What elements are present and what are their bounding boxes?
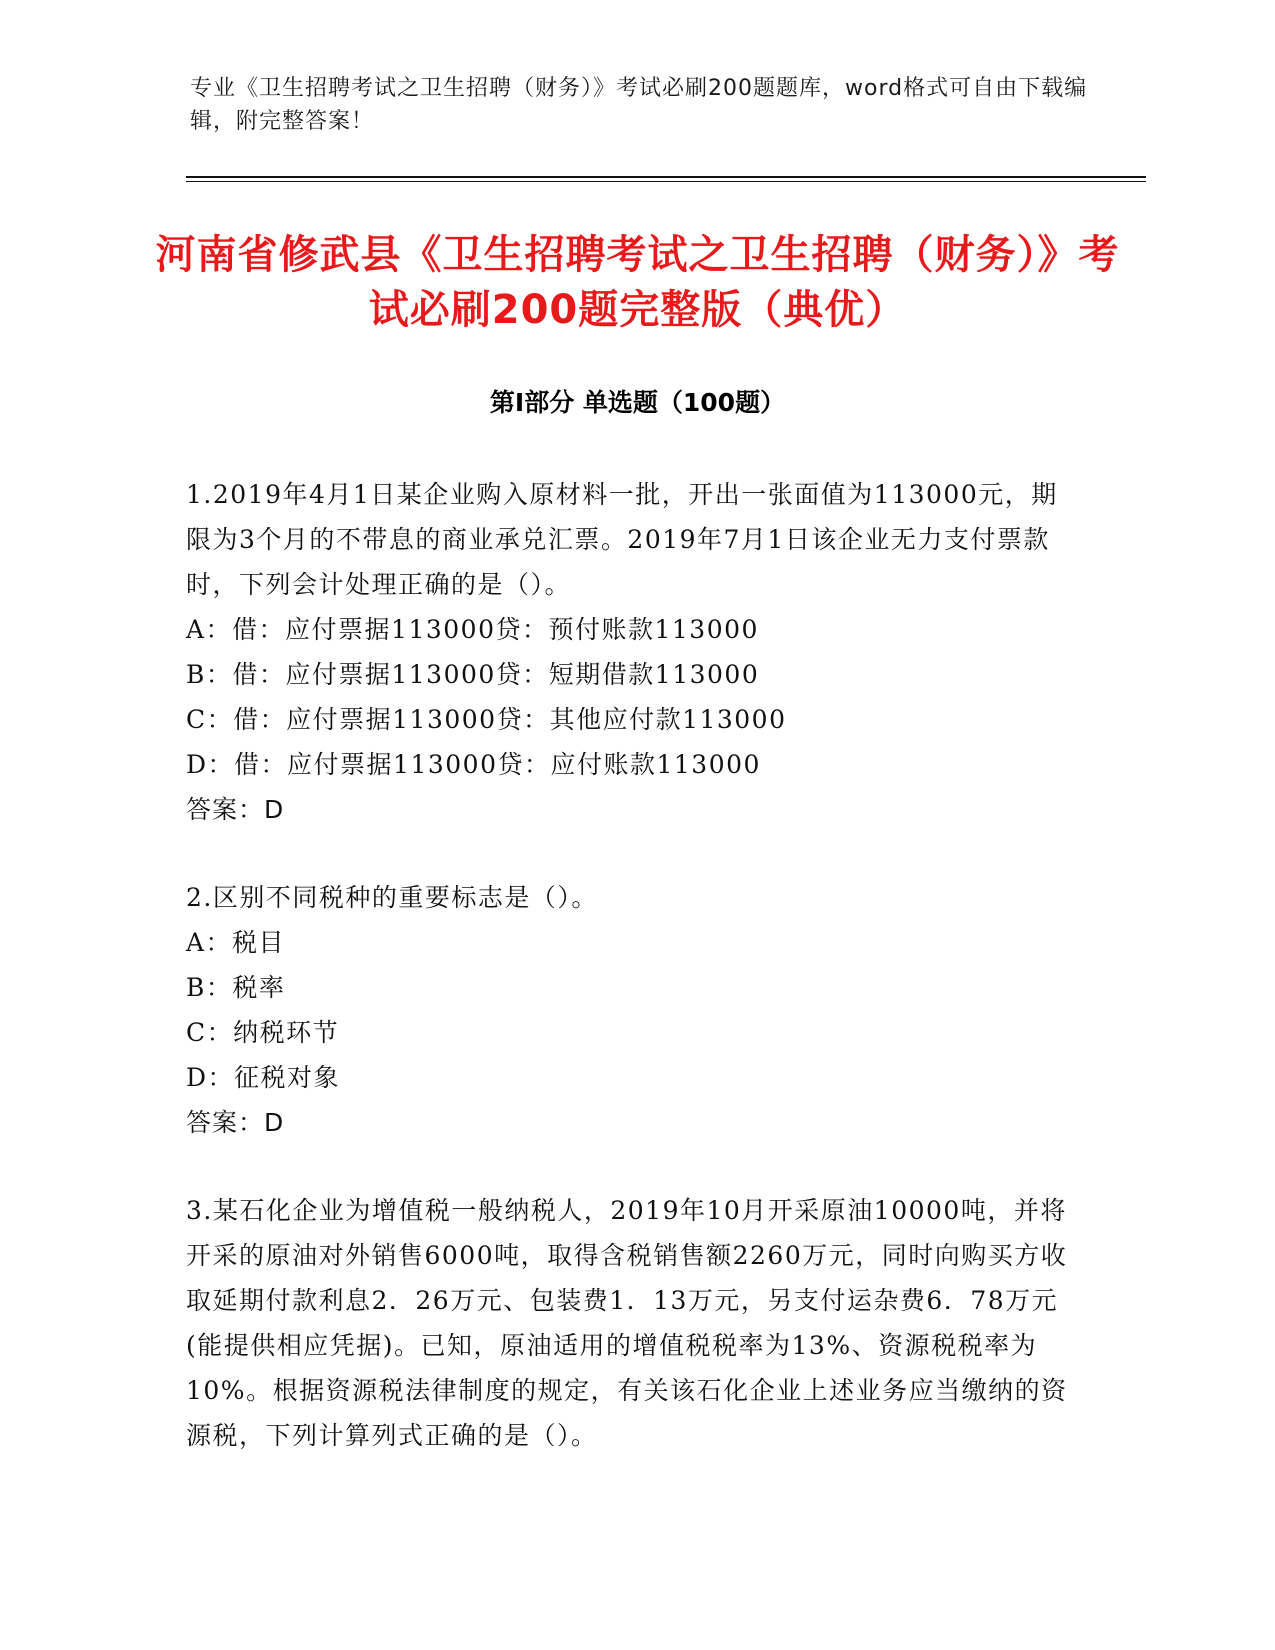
option-b: B：税率	[186, 973, 286, 1002]
header-divider	[186, 176, 1146, 183]
section-heading: 第Ⅰ部分 单选题（100题）	[489, 388, 786, 417]
question-stem: 1.2019年4月1日某企业购入原材料一批，开出一张面值为113000元，期限为3个月的不带息的商业承兑汇票。2019年7月1日该企业无力支付票款时，下列会计处理正确的是（）。	[186, 480, 1058, 599]
option-a: A：借：应付票据113000贷：预付账款113000	[186, 615, 759, 644]
question-stem: 2.区别不同税种的重要标志是（）。	[186, 883, 598, 912]
option-d: D：征税对象	[186, 1063, 341, 1092]
header-divider-thick	[186, 176, 1146, 178]
answer-line: 答案：D	[186, 1108, 285, 1137]
header-note: 专业《卫生招聘考试之卫生招聘（财务）》考试必刷200题题库，word格式可自由下载编辑，附完整答案！	[190, 76, 1088, 134]
option-c: C：借：应付票据113000贷：其他应付款113000	[186, 705, 787, 734]
option-b: B：借：应付票据113000贷：短期借款113000	[186, 660, 760, 689]
question-stem: 3.某石化企业为增值税一般纳税人，2019年10月开采原油10000吨，并将开采的原油对外销售6000吨，取得含税销售额2260万元，同时向购买方收取延期付款利息2．26万元、包装费1．13万元，另支付运杂费6．78万元(能提供相应凭据)。已知，原油适用的增值税税率为13%、资源税税率为10%。根据资源税法律制度的规定，有关该石化企业上述业务应当缴纳的资源税，下列计算列式正确的是（）。	[186, 1196, 1068, 1450]
header-divider-thin	[186, 181, 1146, 182]
question-list	[186, 472, 1076, 1501]
question-item	[186, 875, 1076, 1145]
document-title: 河南省修武县《卫生招聘考试之卫生招聘（财务）》考试必刷200题完整版（典优）	[155, 232, 1120, 333]
answer-line: 答案：D	[186, 795, 285, 824]
option-a: A：税目	[186, 928, 286, 957]
option-c: C：纳税环节	[186, 1018, 340, 1047]
question-item	[186, 472, 1076, 832]
option-d: D：借：应付票据113000贷：应付账款113000	[186, 750, 761, 779]
question-item	[186, 1188, 1076, 1458]
